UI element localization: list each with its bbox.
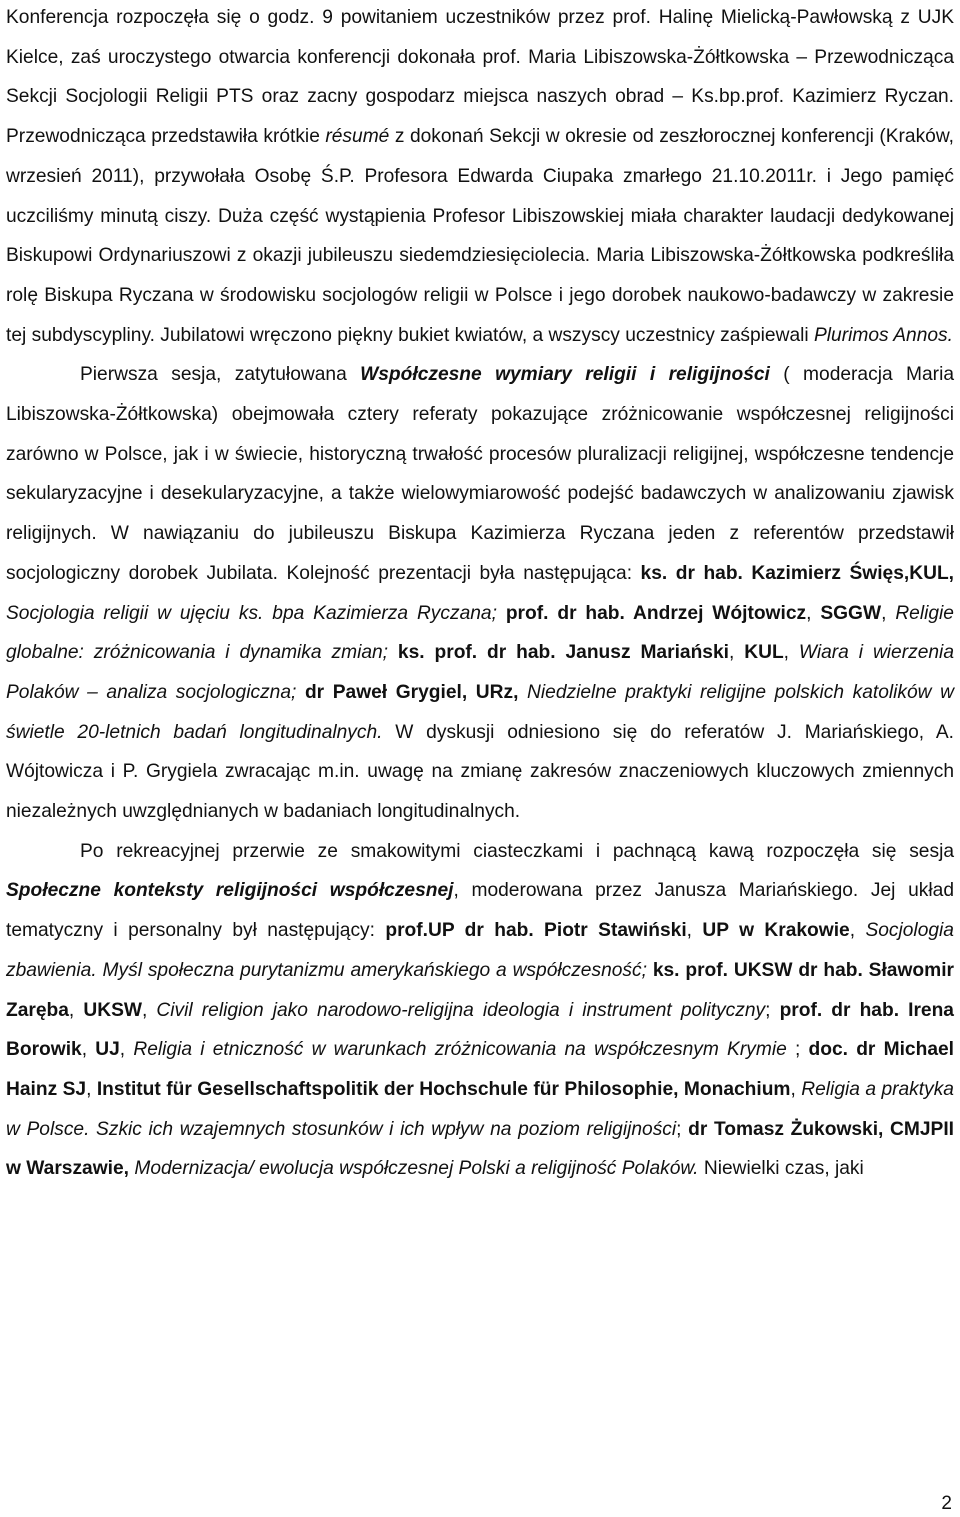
text-run: Pierwsza sesja, zatytułowana bbox=[80, 364, 361, 386]
text-run: ; bbox=[676, 1118, 689, 1140]
text-run: KUL bbox=[744, 642, 784, 664]
text-run: dr Tomasz Żukowski, CMJPII w Warszawie, bbox=[6, 1118, 954, 1180]
page-number: 2 bbox=[941, 1493, 952, 1514]
text-run: Społeczne konteksty religijności współczesnej bbox=[6, 880, 454, 902]
text-run: , bbox=[728, 642, 745, 664]
text-run bbox=[296, 682, 305, 703]
text-run: , bbox=[686, 920, 703, 942]
text-run: Niedzielne praktyki religijne polskich katolików w świetle 20-letnich badań longitudinalnych. bbox=[6, 681, 954, 743]
text-run bbox=[518, 682, 527, 703]
text-run bbox=[497, 603, 506, 624]
text-run: , bbox=[849, 920, 866, 942]
text-run: Institut für Gesellschaftspolitik der Hochschule für Philosophie, Monachium bbox=[96, 1078, 791, 1100]
text-run: , bbox=[68, 999, 84, 1021]
text-run: résumé bbox=[325, 126, 390, 148]
text-run: Socjologia zbawienia. Myśl społeczna purytanizmu amerykańskiego a współczesność; bbox=[6, 920, 954, 981]
text-run: Religia i etniczność w warunkach zróżnicowania na współczesnym Krymie bbox=[133, 1039, 787, 1061]
text-run: , moderowana przez Janusza Mariańskiego. Jej układ tematyczny i personalny był następujący: bbox=[6, 880, 954, 942]
text-run: Plurimos Annos. bbox=[814, 324, 953, 346]
text-run: Modernizacja/ ewolucja współczesnej Polski a religijność Polaków. bbox=[134, 1158, 699, 1180]
text-run: ks. prof. dr hab. Janusz Mariański bbox=[397, 642, 729, 664]
text-run: , bbox=[141, 999, 157, 1021]
text-run: , bbox=[881, 602, 896, 624]
text-run: Religie globalne: zróżnicowania i dynamika zmian; bbox=[6, 602, 954, 664]
text-run: UJ bbox=[95, 1039, 120, 1061]
text-run: Konferencja rozpoczęła się o godz. 9 powitaniem uczestników przez prof. Halinę Mielicką-Pawłowską z UJK Kielce, zaś uroczystego otwarcia konferencji dokonała prof. Maria Libiszowska-Żółtkowska – Przewodnicząca Sekcji Socjologii Religii PTS oraz zacny gospodarz miejsca naszych obrad – Ks.bp.prof. Kazimierz Ryczan. Przewodnicząca przedstawiła krótkie bbox=[6, 7, 954, 148]
document-page bbox=[6, 0, 954, 1189]
text-run: , bbox=[119, 1039, 134, 1061]
text-run: Wiara i wierzenia Polaków – analiza socjologiczna; bbox=[6, 642, 954, 703]
paragraph-opening bbox=[6, 0, 954, 355]
text-run: , bbox=[81, 1039, 96, 1061]
text-run bbox=[388, 642, 398, 663]
text-run: , bbox=[790, 1078, 802, 1100]
text-run: prof. dr hab. Irena Borowik bbox=[6, 999, 954, 1061]
paragraph-session-2 bbox=[6, 832, 954, 1189]
text-run: , bbox=[806, 602, 821, 624]
text-run: Religia a praktyka w Polsce. Szkic ich wzajemnych stosunków i ich wpływ na poziom religijności bbox=[6, 1078, 954, 1140]
text-run: Współczesne wymiary religii i religijności bbox=[360, 364, 770, 386]
text-run: dr Paweł Grygiel, URz, bbox=[304, 681, 519, 703]
text-run: , bbox=[86, 1078, 97, 1100]
text-run: , bbox=[783, 642, 799, 664]
text-run: ks. prof. UKSW dr hab. Sławomir Zaręba bbox=[6, 959, 954, 1021]
text-run: UKSW bbox=[83, 999, 142, 1021]
text-run: UP w Krakowie bbox=[702, 920, 850, 942]
text-run: ks. dr hab. Kazimierz Święs,KUL, bbox=[640, 562, 954, 584]
text-run: doc. dr Michael Hainz SJ bbox=[6, 1039, 954, 1100]
text-run: W dyskusji odniesiono się do referatów J. Mariańskiego, A. Wójtowicza i P. Grygiela zwracając m.in. uwagę na zmianę zakresów znaczeniowych kluczowych zmiennych niezależnych uwzględnianych w badaniach longitudinalnych. bbox=[6, 721, 954, 823]
text-run: ; bbox=[786, 1039, 809, 1061]
text-run: prof. dr hab. Andrzej Wójtowicz bbox=[505, 602, 807, 624]
text-run: SGGW bbox=[820, 602, 882, 624]
text-run: Niewielki czas, jaki bbox=[698, 1158, 864, 1180]
text-run: ; bbox=[765, 999, 780, 1021]
text-run: prof.UP dr hab. Piotr Stawiński bbox=[385, 920, 687, 942]
text-run: Po rekreacyjnej przerwie ze smakowitymi ciasteczkami i pachnącą kawą rozpoczęła się sesja bbox=[80, 840, 954, 862]
text-run: Civil religion jako narodowo-religijna ideologia i instrument polityczny bbox=[156, 999, 766, 1021]
text-run: Socjologia religii w ujęciu ks. bpa Kazimierza Ryczana; bbox=[6, 602, 497, 624]
paragraph-session-1 bbox=[6, 355, 954, 831]
text-run: ( moderacja Maria Libiszowska-Żółtkowska) obejmowała cztery referaty pokazujące zróżnicowanie współczesnej religijności zarówno w Polsce, jak i w świecie, historyczną trwałość procesów pluralizacji religijnej, współczesne tendencje sekularyzacyjne i desekularyzacyjne, a także wielowymiarowość podejść badawczych w analizowaniu zjawisk religijnych. W nawiązaniu do jubileuszu Biskupa Kazimierza Ryczana jeden z referentów przedstawił socjologiczny dorobek Jubilata. Kolejność prezentacji była następująca: bbox=[6, 364, 955, 584]
text-run: z dokonań Sekcji w okresie od zeszłorocznej konferencji (Kraków, wrzesień 2011), przywołała Osobę Ś.P. Profesora Edwarda Ciupaka zmarłego 21.10.2011r. i Jego pamięć uczciliśmy minutą ciszy. Duża część wystąpienia Profesor Libiszowskiej miała charakter laudacji dedykowanej Biskupowi Ordynariuszowi z okazji jubileuszu siedemdziesięciolecia. Maria Libiszowska-Żółtkowska podkreśliła rolę Biskupa Ryczana w środowisku socjologów religii w Polsce i jego dorobek naukowo-badawczy w zakresie tej subdyscypliny. Jubilatowi wręczono piękny bukiet kwiatów, a wszyscy uczestnicy zaśpiewali bbox=[6, 126, 954, 346]
